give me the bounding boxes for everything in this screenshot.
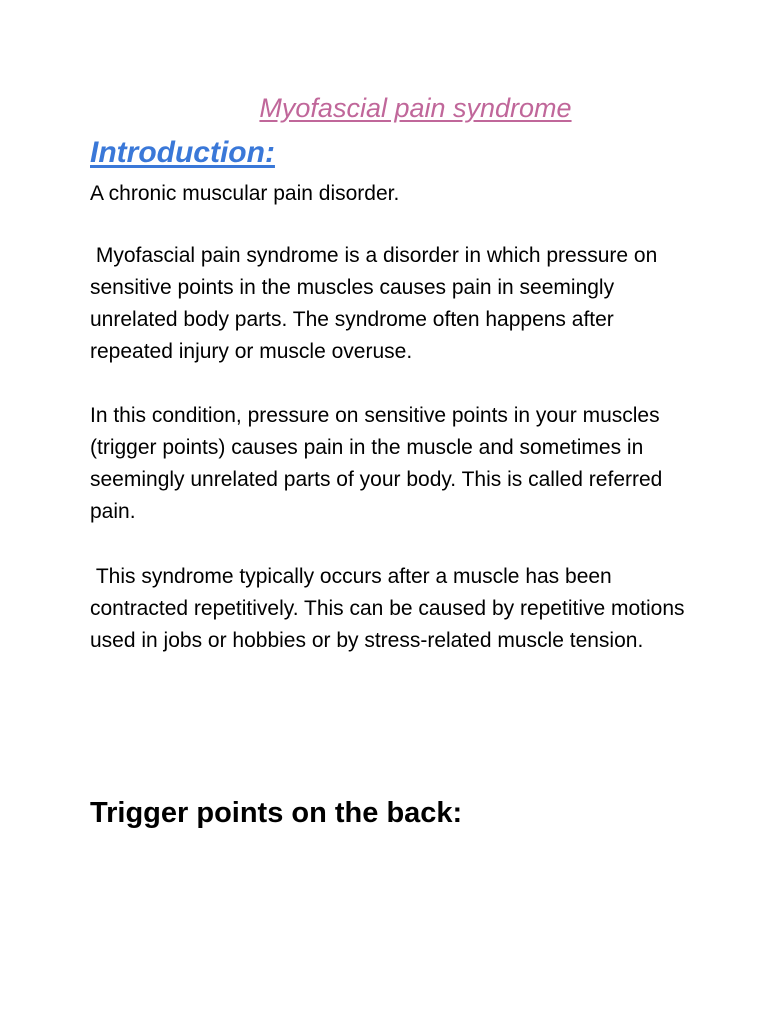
introduction-heading: Introduction: — [90, 136, 275, 169]
document-title: Myofascial pain syndrome — [259, 93, 572, 123]
paragraph-intro: A chronic muscular pain disorder. — [90, 182, 400, 205]
trigger-points-heading: Trigger points on the back: — [90, 797, 463, 829]
paragraph-cause: This syndrome typically occurs after a muscle has been contracted repetitively. This can be caused by repetitive motions used in jobs or hobbies or by stress-related muscle tension. — [90, 565, 691, 652]
paragraph-condition: In this condition, pressure on sensitive points in your muscles (trigger points) causes pain in the muscle and sometimes in seemingly unrelated parts of your body. This is called referred pain. — [90, 404, 663, 523]
paragraph-definition: Myofascial pain syndrome is a disorder in which pressure on sensitive points in the muscles causes pain in seemingly unrelated body parts. The syndrome often happens after repeated injury or muscle overuse. — [90, 244, 664, 363]
